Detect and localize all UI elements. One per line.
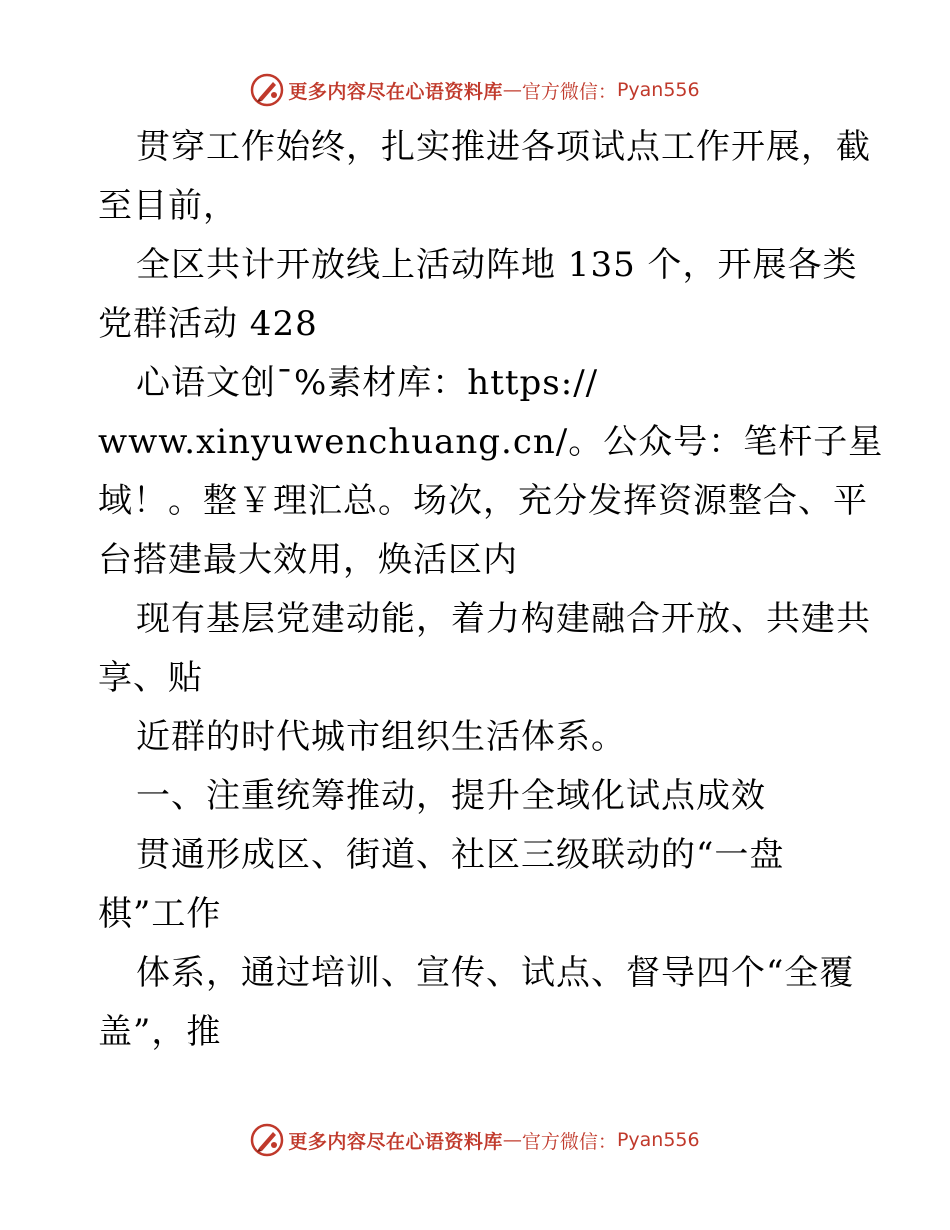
text-line: 心语文创¯%素材库：https:// [136, 363, 599, 403]
text-line: 贯穿工作始终，扎实推进各项试点工作开展，截 [136, 127, 871, 167]
text-line: 域！。整￥理汇总。场次，充分发挥资源整合、平 [98, 481, 868, 521]
banner-wechat-label: 官方微信： [521, 80, 617, 103]
text-line: www.xinyuwenchuang.cn/。公众号：笔杆子星 [98, 422, 884, 462]
text-line: 贯通形成区、街道、社区三级联动的“一盘 [136, 835, 785, 875]
text-line: 党群活动 428 [98, 304, 318, 344]
text-line: 全区共计开放线上活动阵地 135 个，开展各类 [136, 245, 858, 285]
text-line: 近群的时代城市组织生活体系。 [136, 717, 626, 757]
banner-separator: — [502, 1129, 522, 1151]
footer-banner [0, 1120, 950, 1160]
banner-title: 更多内容尽在心语资料库 [288, 1130, 503, 1153]
banner-separator: — [502, 79, 522, 101]
text-line: 体系，通过培训、宣传、试点、督导四个“全覆 [136, 953, 855, 993]
text-line: 享、贴 [98, 658, 203, 698]
banner-wechat-id: Pyan556 [616, 1129, 700, 1151]
pen-logo-icon [250, 1123, 284, 1157]
banner-wechat-label: 官方微信： [521, 1130, 617, 1153]
document-body [98, 118, 884, 1062]
banner-title: 更多内容尽在心语资料库 [288, 80, 503, 103]
text-line: 盖”，推 [98, 1012, 222, 1052]
text-line: 棋”工作 [98, 894, 222, 934]
text-line: 台搭建最大效用，焕活区内 [98, 540, 518, 580]
section-heading: 一、注重统筹推动，提升全域化试点成效 [136, 776, 766, 816]
text-line: 现有基层党建动能，着力构建融合开放、共建共 [136, 599, 871, 639]
banner-wechat-id: Pyan556 [616, 79, 700, 101]
pen-logo-icon [250, 73, 284, 107]
text-line: 至目前， [98, 186, 238, 226]
header-banner [0, 70, 950, 110]
